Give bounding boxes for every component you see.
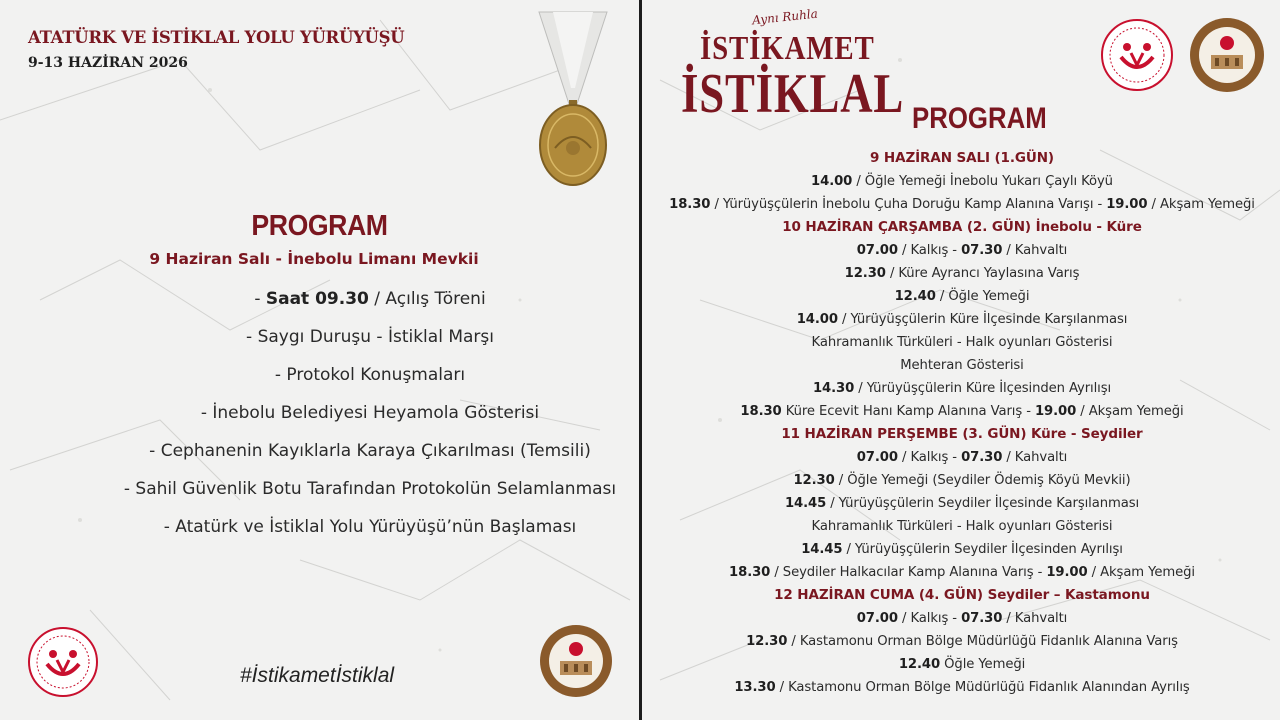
schedule-time: 14.00 <box>796 312 838 327</box>
schedule-time: 14.30 <box>812 381 855 396</box>
schedule-row <box>642 354 1280 377</box>
opening-ceremony-list <box>0 286 740 552</box>
schedule-text: Kahramanlık Türküleri - Halk oyunları Gösterisi <box>811 335 1113 350</box>
schedule-text: / Küre Ayrancı Yaylasına Varış <box>885 266 1080 281</box>
schedule-time: 12.30 <box>793 473 835 488</box>
schedule-text: / Öğle Yemeği <box>935 289 1030 304</box>
schedule-text: / Öğle Yemeği İnebolu Yukarı Çaylı Köyü <box>852 174 1113 189</box>
schedule-row <box>642 630 1280 653</box>
item-text: Sahil Güvenlik Botu Tarafından Protokolün Selamlanması <box>135 479 617 499</box>
schedule-time: 07.00 <box>856 450 898 465</box>
schedule-text: / Kastamonu Orman Bölge Müdürlüğü Fidanlık Alanına Varış <box>787 634 1178 649</box>
kastamonu-governorship-emblem-icon <box>538 623 614 699</box>
campaign-script-text: Aynı Ruhla <box>751 6 819 28</box>
schedule-row <box>642 515 1280 538</box>
schedule-time: 12.30 <box>746 634 788 649</box>
schedule-text: / Yürüyüşçülerin Küre İlçesinden Ayrılışı <box>854 381 1112 396</box>
schedule-row <box>642 308 1280 331</box>
schedule-row <box>642 469 1280 492</box>
item-dash: - <box>246 327 258 347</box>
schedule-text: Öğle Yemeği <box>940 657 1026 672</box>
opening-ceremony-item <box>0 362 740 400</box>
item-text: Atatürk ve İstiklal Yolu Yürüyüşü’nün Başlaması <box>175 517 577 537</box>
youth-sports-ministry-emblem-icon <box>27 626 99 698</box>
event-date: 9-13 HAZİRAN 2026 <box>28 55 188 71</box>
schedule-text: / Akşam Yemeği <box>1147 197 1255 212</box>
schedule-day-heading: 9 HAZİRAN SALI (1.GÜN) <box>870 150 1054 166</box>
schedule-time: 18.30 <box>669 197 711 212</box>
schedule-text: / Akşam Yemeği <box>1087 565 1195 580</box>
schedule-text: / Yürüyüşçülerin Seydiler İlçesinde Karşılanması <box>826 496 1140 511</box>
campaign-title-line2: İSTİKLAL <box>681 63 905 125</box>
schedule-text: / Kahvaltı <box>1002 450 1068 465</box>
item-text: Saygı Duruşu - İstiklal Marşı <box>257 327 494 347</box>
schedule-row <box>642 285 1280 308</box>
item-dash: - <box>274 365 287 385</box>
schedule-row <box>642 239 1280 262</box>
schedule-row <box>642 492 1280 515</box>
schedule-text: / Yürüyüşçülerin Seydiler İlçesinden Ayrılışı <box>842 542 1123 557</box>
schedule-row <box>642 400 1280 423</box>
schedule-time: 12.30 <box>844 266 886 281</box>
item-dash: - <box>200 403 213 423</box>
item-text: İnebolu Belediyesi Heyamola Gösterisi <box>212 403 540 423</box>
schedule-row <box>642 446 1280 469</box>
opening-day-heading: 9 Haziran Salı - İnebolu Limanı Mevkii <box>149 250 479 268</box>
schedule-text: / Kastamonu Orman Bölge Müdürlüğü Fidanlık Alanından Ayrılış <box>775 680 1190 695</box>
item-text: Cephanenin Kayıklarla Karaya Çıkarılması (Temsili) <box>160 441 591 461</box>
schedule-row <box>642 170 1280 193</box>
item-text: / Açılış Töreni <box>368 289 486 309</box>
opening-ceremony-item <box>0 400 740 438</box>
schedule-row <box>642 377 1280 400</box>
schedule-text: / Öğle Yemeği (Seydiler Ödemiş Köyü Mevkii) <box>834 473 1131 488</box>
item-time: Saat 09.30 <box>265 289 369 309</box>
item-dash: - <box>163 517 176 537</box>
schedule-time: 07.00 <box>856 611 898 626</box>
schedule-text: / Seydiler Halkacılar Kamp Alanına Varış - <box>770 565 1047 580</box>
schedule-time: 07.30 <box>961 243 1003 258</box>
youth-sports-ministry-emblem-icon <box>1100 18 1174 92</box>
opening-ceremony-item <box>0 514 740 552</box>
opening-ceremony-item <box>0 438 740 476</box>
schedule-row <box>642 561 1280 584</box>
schedule-time: 14.45 <box>801 542 843 557</box>
hashtag: #İstikametİstiklal <box>240 664 395 687</box>
item-text: Protokol Konuşmaları <box>286 365 466 385</box>
opening-ceremony-item <box>0 324 740 362</box>
schedule-day-heading: 12 HAZİRAN CUMA (4. GÜN) Seydiler – Kastamonu <box>774 587 1150 603</box>
schedule-time: 07.00 <box>856 243 898 258</box>
schedule-time: 13.30 <box>734 680 776 695</box>
schedule-time: 12.40 <box>894 289 936 304</box>
campaign-title-line1: İSTİKAMET <box>700 30 875 67</box>
schedule-text: / Yürüyüşçülerin İnebolu Çuha Doruğu Kamp Alanına Varışı - <box>710 197 1107 212</box>
kastamonu-governorship-emblem-icon <box>1188 16 1266 94</box>
opening-ceremony-item <box>0 476 740 514</box>
schedule-row <box>642 193 1280 216</box>
schedule-row <box>642 262 1280 285</box>
schedule-text: / Akşam Yemeği <box>1076 404 1184 419</box>
item-dash: - <box>254 289 266 309</box>
schedule-list <box>642 147 1280 699</box>
schedule-text: / Kalkış - <box>897 450 962 465</box>
schedule-time: 19.00 <box>1046 565 1088 580</box>
schedule-time: 14.00 <box>811 174 853 189</box>
schedule-text: Küre Ecevit Hanı Kamp Alanına Varış - <box>781 404 1035 419</box>
item-dash: - <box>149 441 161 461</box>
opening-ceremony-item <box>0 286 740 324</box>
schedule-time: 19.00 <box>1106 197 1148 212</box>
item-dash: - <box>123 479 136 499</box>
schedule-time: 07.30 <box>961 611 1003 626</box>
schedule-row <box>642 653 1280 676</box>
schedule-heading: PROGRAM <box>912 102 1047 135</box>
schedule-row <box>642 676 1280 699</box>
schedule-text: / Kalkış - <box>897 611 962 626</box>
schedule-text: Kahramanlık Türküleri - Halk oyunları Gösterisi <box>811 519 1113 534</box>
independence-medal-icon <box>533 8 613 188</box>
schedule-text: / Kahvaltı <box>1002 243 1068 258</box>
schedule-text: / Kahvaltı <box>1002 611 1068 626</box>
program-heading: PROGRAM <box>251 210 388 242</box>
schedule-time: 19.00 <box>1034 404 1077 419</box>
schedule-time: 12.40 <box>898 657 941 672</box>
schedule-text: / Yürüyüşçülerin Küre İlçesinde Karşılanması <box>837 312 1128 327</box>
schedule-row <box>642 538 1280 561</box>
schedule-text: / Kalkış - <box>897 243 962 258</box>
schedule-time: 18.30 <box>740 404 782 419</box>
event-title: ATATÜRK VE İSTİKLAL YOLU YÜRÜYÜŞÜ <box>28 28 405 47</box>
schedule-day-heading: 10 HAZİRAN ÇARŞAMBA (2. GÜN) İnebolu - Küre <box>782 219 1142 235</box>
schedule-day-heading: 11 HAZİRAN PERŞEMBE (3. GÜN) Küre - Seydiler <box>781 426 1143 442</box>
schedule-time: 14.45 <box>784 496 827 511</box>
schedule-time: 18.30 <box>729 565 771 580</box>
schedule-time: 07.30 <box>961 450 1003 465</box>
schedule-text: Mehteran Gösterisi <box>900 358 1024 373</box>
schedule-row <box>642 607 1280 630</box>
schedule-row <box>642 331 1280 354</box>
